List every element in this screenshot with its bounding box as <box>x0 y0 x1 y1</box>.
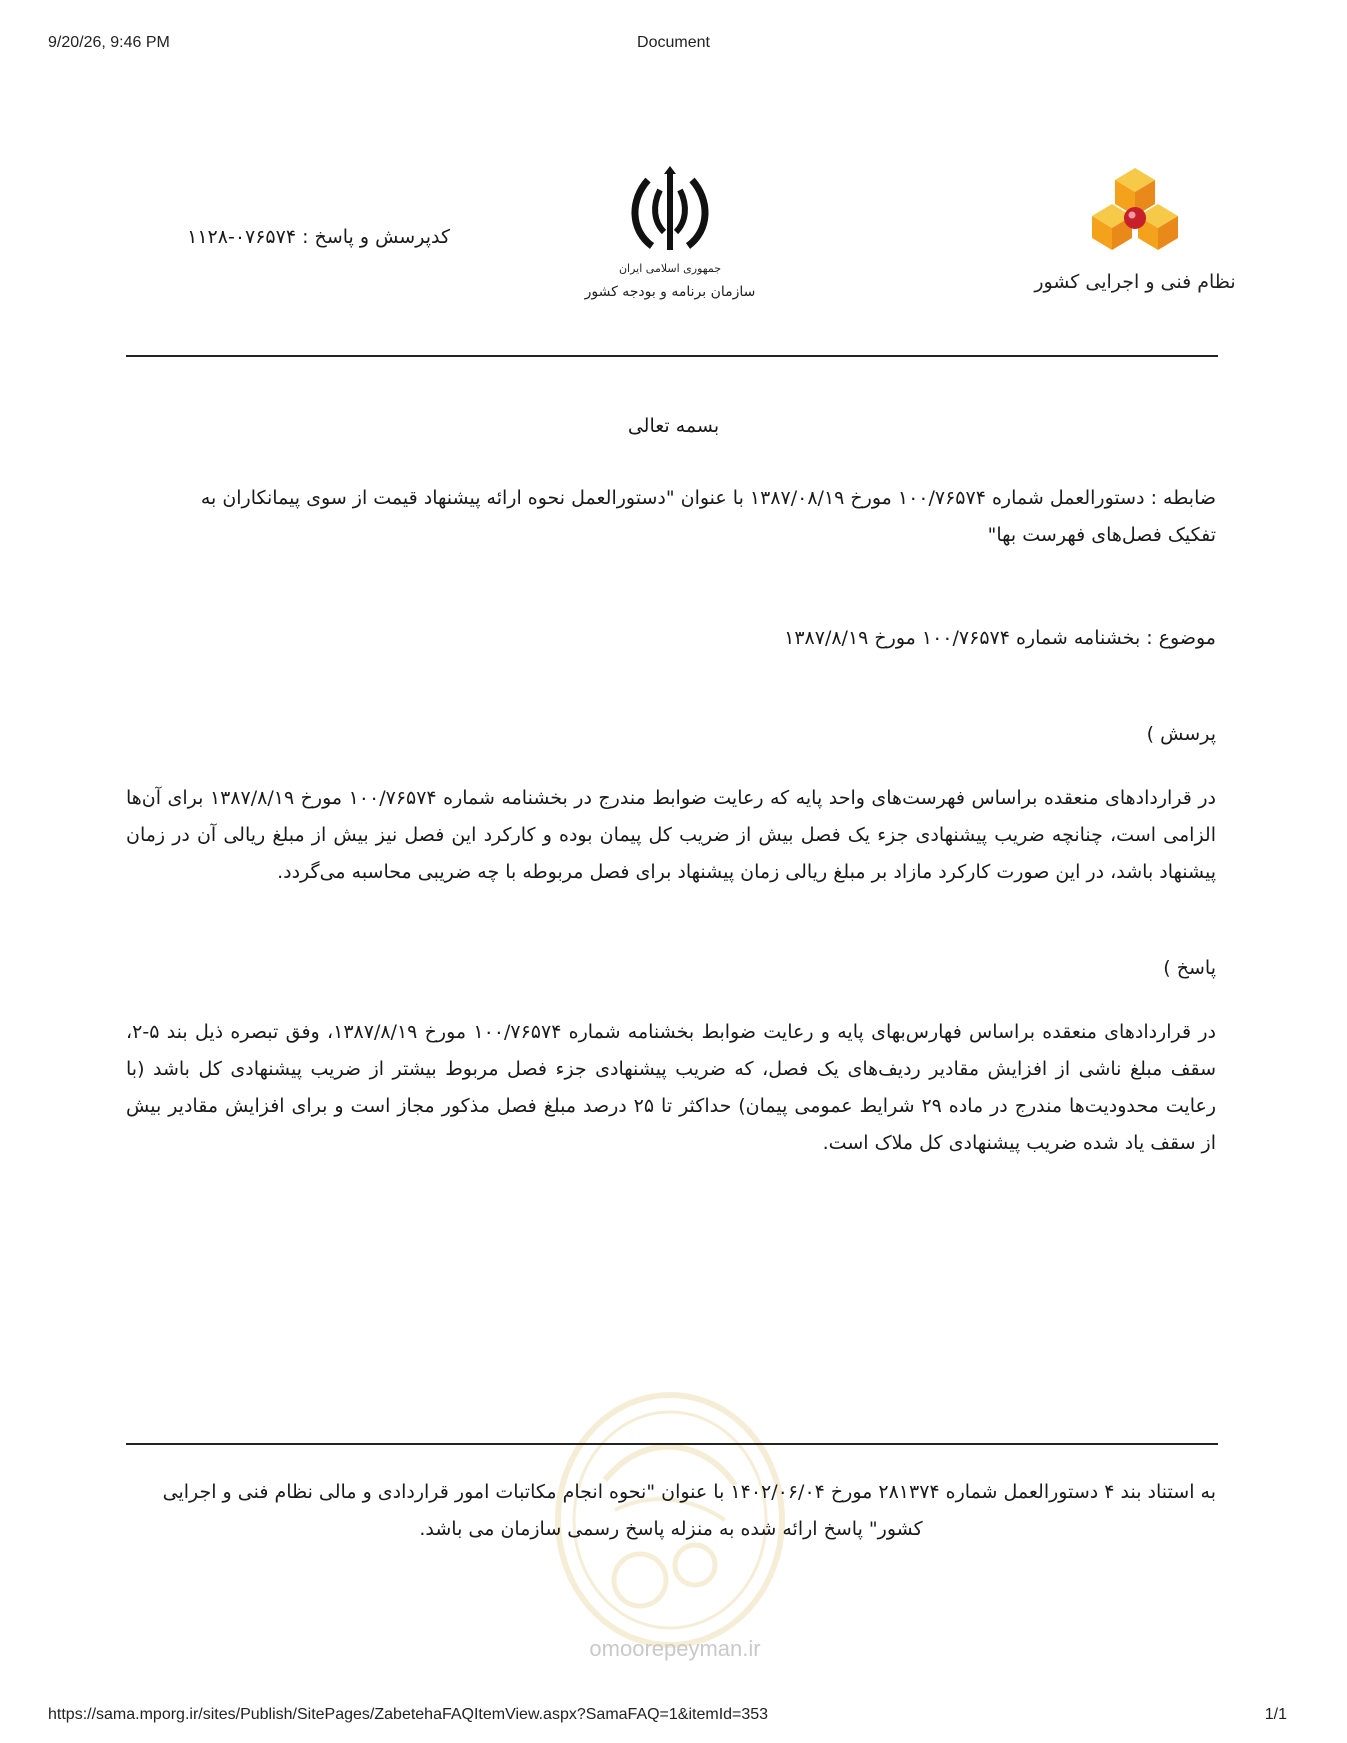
svg-text:جمهوری اسلامی ایران: جمهوری اسلامی ایران <box>618 262 722 275</box>
footnote-line2: کشور" پاسخ ارائه شده به منزله پاسخ رسمی سازمان می باشد. <box>419 1518 923 1540</box>
answer-body: در قراردادهای منعقده براساس فهارس‌بهای پایه و رعایت ضوابط بخشنامه شماره ۱۰۰/۷۶۵۷۴ مورخ ۱۳۸۷/۸/۱۹، وفق تبصره ذیل بند ۵-۲، سقف مبلغ ناشی از افزایش مقادیر ردیف‌های یک فصل، که ضریب پیشنهادی جزء فصل مربوط بیشتر از ضریب پیشنهادی کل باشد (با رعایت محدودیت‌ها مندرج در ماده ۲۹ شرایط عمومی پیمان) حداکثر تا ۲۵ درصد مبلغ فصل مذکور مجاز است و برای افزایش مقادیر بیش از سقف یاد شده ضریب پیشنهادی کل ملاک است. <box>126 1021 1216 1154</box>
pyramid-cubes-icon <box>1034 160 1236 300</box>
basmala: بسمه تعالی <box>627 415 720 437</box>
emblem-icon <box>584 160 756 310</box>
svg-text:سازمان برنامه و بودجه کشور: سازمان برنامه و بودجه کشور <box>584 284 756 300</box>
print-url: https://sama.mporg.ir/sites/Publish/SitePages/ZabetehaFAQItemView.aspx?SamaFAQ=1&itemId=353 <box>48 1706 769 1723</box>
question-body: در قراردادهای منعقده براساس فهرست‌های واحد پایه که رعایت ضوابط مندرج در بخشنامه شماره ۱۰۰/۷۶۵۷۴ مورخ ۱۳۸۷/۸/۱۹ برای آن‌ها الزامی است، چنانچه ضریب پیشنهادی جزء یک فصل بیش از ضریب کل پیمان بوده و کارکرد این فصل نیز بیش از مبلغ ریالی آن در زمان پیشنهاد باشد، در این صورت کارکرد مازاد بر مبلغ ریالی زمان پیشنهاد برای فصل مربوطه با چه ضریبی محاسبه می‌گردد. <box>126 787 1217 883</box>
footnote-line1: به استناد بند ۴ دستورالعمل شماره ۲۸۱۳۷۴ مورخ ۱۴۰۲/۰۶/۰۴ با عنوان "نحوه انجام مکاتبات امور قراردادی و مالی نظام فنی و اجرایی <box>162 1481 1216 1503</box>
iran-emblem <box>584 160 756 310</box>
footer-divider <box>126 1443 1218 1445</box>
print-title: Document <box>637 34 710 51</box>
watermark-url: omoorepeyman.ir <box>589 1636 761 1661</box>
subject-text: موضوع : بخشنامه شماره ۱۰۰/۷۶۵۷۴ مورخ ۱۳۸۷/۸/۱۹ <box>784 627 1216 649</box>
print-datetime: 9/20/26, 9:46 PM <box>48 34 170 51</box>
qa-code <box>150 226 450 248</box>
svg-text:نظام فنی و اجرایی کشور: نظام فنی و اجرایی کشور <box>1034 271 1236 293</box>
print-page-number: 1/1 <box>1264 1706 1287 1723</box>
nezam-fanni-logo <box>1034 160 1236 300</box>
answer-label: پاسخ ) <box>1163 957 1216 979</box>
question-label: پرسش ) <box>1146 723 1216 745</box>
header-divider <box>126 355 1218 357</box>
qa-code-label: کدپرسش و پاسخ : <box>302 226 450 248</box>
qa-code-value: ۱۱۲۸-۰۷۶۵۷۴ <box>187 226 297 248</box>
zabete-text: ضابطه : دستورالعمل شماره ۱۰۰/۷۶۵۷۴ مورخ ۱۳۸۷/۰۸/۱۹ با عنوان "دستورالعمل نحوه ارائه پیشنهاد قیمت از سوی پیمانکاران به تفکیک فصل‌های فهرست بها" <box>200 487 1216 546</box>
footnote <box>126 1474 1216 1548</box>
